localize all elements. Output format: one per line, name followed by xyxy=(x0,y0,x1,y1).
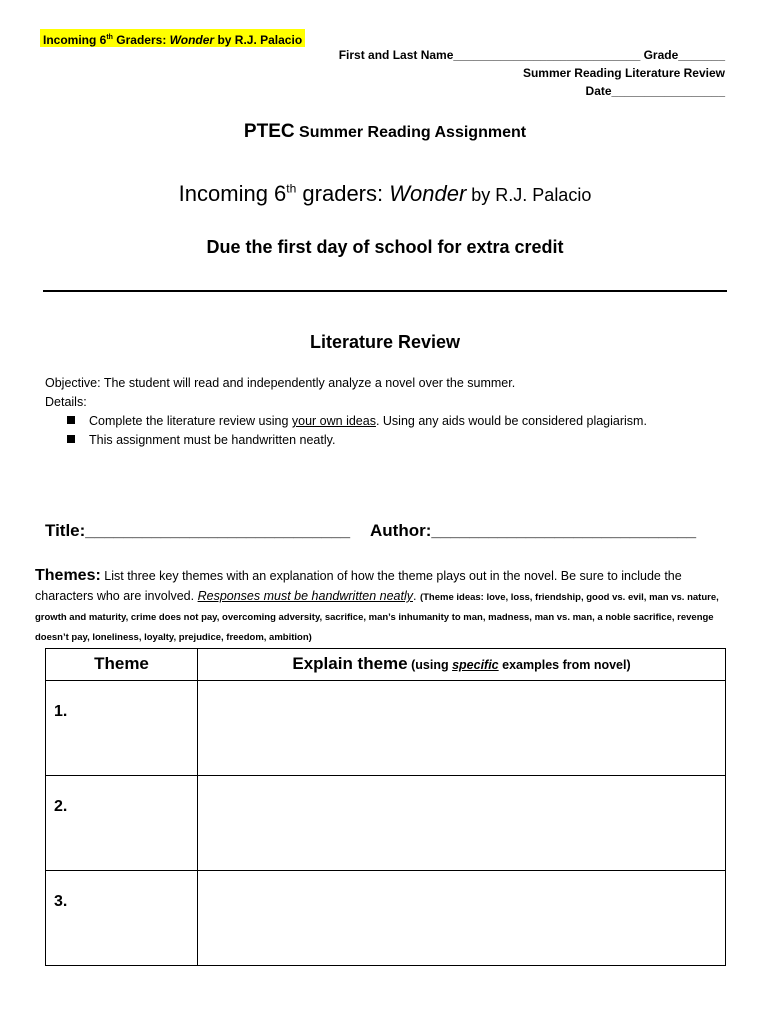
objective-text: Objective: The student will read and independently analyze a novel over the summer. xyxy=(45,376,516,390)
assignment-title: PTEC Summer Reading Assignment xyxy=(243,121,527,142)
incoming-heading: Incoming 6th graders: Wonder by R.J. Palacio xyxy=(178,181,592,206)
date-line: Date_________________ xyxy=(585,84,725,98)
section-heading: Literature Review xyxy=(309,332,461,352)
divider-rule xyxy=(43,290,727,292)
theme-column-header: Theme xyxy=(46,649,198,681)
title-field: Title:____________________________ xyxy=(45,521,351,540)
bullet-square-icon xyxy=(67,435,75,443)
explain-cell xyxy=(198,776,726,871)
row-number: 1. xyxy=(46,681,198,776)
details-label: Details: xyxy=(45,395,87,409)
name-grade-line: First and Last Name____________________________ Grade_______ xyxy=(338,48,725,62)
themes-instructions: Themes: List three key themes with an explanation of how the theme plays out in the novel. Be sure to include the characters who are involved. Responses must be handwritten neatly. (Theme ideas: love, loss, friendship, good vs. evil, man vs. nature, growth and maturity, crime does not pay, overcoming adversity, sacrifice, man’s inhumanity to man, madness, man vs. man, a noble sacrifice, revenge doesn’t pay, loneliness, loyalty, prejudice, freedom, ambition) xyxy=(35,567,719,643)
bullet-item: Complete the literature review using your own ideas. Using any aids would be considered plagiarism. xyxy=(67,413,647,429)
explain-cell xyxy=(198,681,726,776)
explain-column-header: Explain theme (using specific examples from novel) xyxy=(198,649,726,681)
bullet-item: This assignment must be handwritten neatly. xyxy=(67,432,335,448)
row-number: 3. xyxy=(46,871,198,966)
due-heading: Due the first day of school for extra credit xyxy=(206,237,564,257)
review-label: Summer Reading Literature Review xyxy=(522,66,725,80)
explain-cell xyxy=(198,871,726,966)
themes-table xyxy=(45,648,726,966)
top-highlight-label: Incoming 6th Graders: Wonder by R.J. Palacio xyxy=(40,29,305,47)
bullet-square-icon xyxy=(67,416,75,424)
author-field: Author:____________________________ xyxy=(370,521,697,540)
row-number: 2. xyxy=(46,776,198,871)
